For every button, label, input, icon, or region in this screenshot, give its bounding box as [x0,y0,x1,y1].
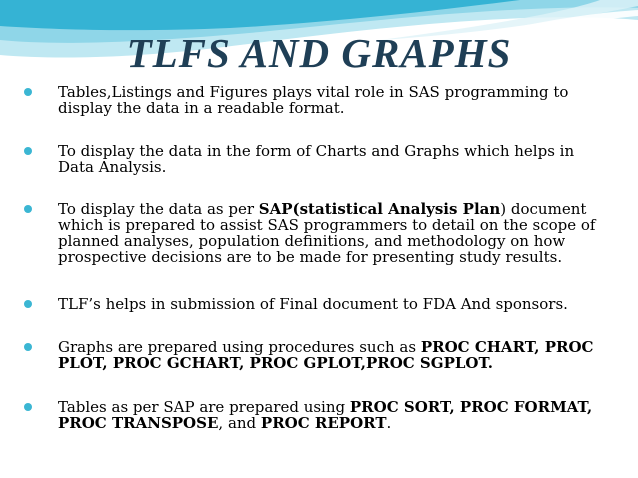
text-run: To display the data in the form of Charts and Graphs which helps in [58,142,575,160]
text-run: display the data in a readable format. [58,99,345,117]
bullet-item [16,201,595,265]
text-run: TLF’s helps in submission of Final document to FDA And sponsors. [58,295,568,313]
bullet-line [58,415,592,431]
slide-title: TLFS AND GRAPHS [126,30,512,76]
bullet-dot-icon [24,403,32,411]
bullet-dot-icon [24,343,32,351]
bullet-line [58,296,568,312]
bullet-line [58,355,593,371]
text-run: To display the data as per [58,200,259,218]
text-run: Tables,Listings and Figures plays vital role in SAS programming to [58,83,569,101]
bullet-item [16,339,593,371]
text-run: Data Analysis. [58,158,167,176]
bullet-line [58,159,574,175]
bullet-line [58,217,595,233]
text-run: planned analyses, population definitions, and methodology on how [58,232,566,250]
bullet-line [58,249,595,265]
text-run: Graphs are prepared using procedures such as [58,338,421,356]
bullet-line [58,84,568,100]
bullet-line [58,100,568,116]
bold-text: PLOT, PROC GCHART, PROC GPLOT,PROC SGPLOT. [58,354,493,372]
bullet-item [16,84,568,116]
text-run: prospective decisions are to be made for presenting study results. [58,248,563,266]
bullet-line [58,201,595,217]
text-run: , and [218,414,261,432]
text-run: Tables as per SAP are prepared using [58,398,350,416]
text-run: which is prepared to assist SAS programmers to detail on the scope of [58,216,596,234]
text-run: ) document [500,200,587,218]
bullet-line [58,399,592,415]
bullet-item [16,143,574,175]
bullet-line [58,233,595,249]
bullet-item [16,399,592,431]
bullet-line [58,143,574,159]
bold-text: SAP(statistical Analysis Plan [258,200,501,218]
bullet-dot-icon [24,300,32,308]
bold-text: PROC SORT, PROC FORMAT, [349,398,593,416]
bold-text: PROC TRANSPOSE [58,414,219,432]
bullet-dot-icon [24,205,32,213]
text-run: . [386,414,392,432]
bullet-dot-icon [24,147,32,155]
bullet-line [58,339,593,355]
bullet-item [16,296,568,312]
bullet-dot-icon [24,88,32,96]
bold-text: PROC REPORT [260,414,387,432]
bold-text: PROC CHART, PROC [420,338,594,356]
